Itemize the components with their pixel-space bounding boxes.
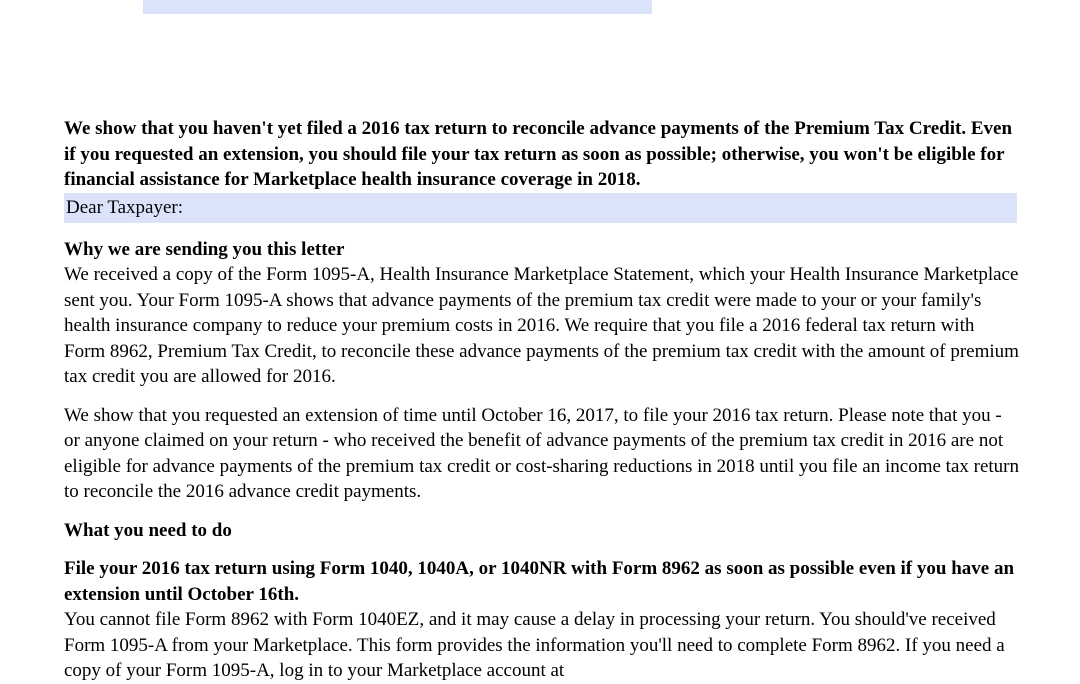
letter-body <box>64 116 1019 684</box>
todo-heading: What you need to do <box>64 519 232 541</box>
highlighted-form-field <box>143 0 652 14</box>
notice-lead: We show that you haven't yet filed a 2016 tax return to reconcile advance payments of the Premium Tax Credit. Even if you requested an extension, you should file your tax return as soon as possible; otherwise, you won't be eligible for financial assistance for Marketplace health insurance coverage in 2018. <box>64 118 1013 190</box>
salutation-field: Dear Taxpayer: <box>64 193 1017 223</box>
why-paragraph-2: We show that you requested an extension of time until October 16, 2017, to file your 2016 tax return. Please note that you - or anyone claimed on your return - who received the benefit of advance payments of the premium tax credit in 2016 are not eligible for advance payments of the premium tax credit or cost-sharing reductions in 2018 until you file an income tax return to reconcile the 2016 advance credit payments. <box>64 404 1019 502</box>
todo-instruction: File your 2016 tax return using Form 1040, 1040A, or 1040NR with Form 8962 as soon as possible even if you have an extension until October 16th. <box>64 558 1015 605</box>
todo-paragraph: You cannot file Form 8962 with Form 1040EZ, and it may cause a delay in processing your return. You should've received Form 1095-A from your Marketplace. This form provides the information you'll need to complete Form 8962. If you need a copy of your Form 1095-A, log in to your Marketplace account at <box>64 609 1005 681</box>
why-heading: Why we are sending you this letter <box>64 238 345 260</box>
why-paragraph-1: We received a copy of the Form 1095-A, Health Insurance Marketplace Statement, which your Health Insurance Marketplace sent you. Your Form 1095-A shows that advance payments of the premium tax credit were made to your or your family's health insurance company to reduce your premium costs in 2016. We require that you file a 2016 federal tax return with Form 8962, Premium Tax Credit, to reconcile these advance payments of the premium tax credit with the amount of premium tax credit you are allowed for 2016. <box>64 264 1019 387</box>
